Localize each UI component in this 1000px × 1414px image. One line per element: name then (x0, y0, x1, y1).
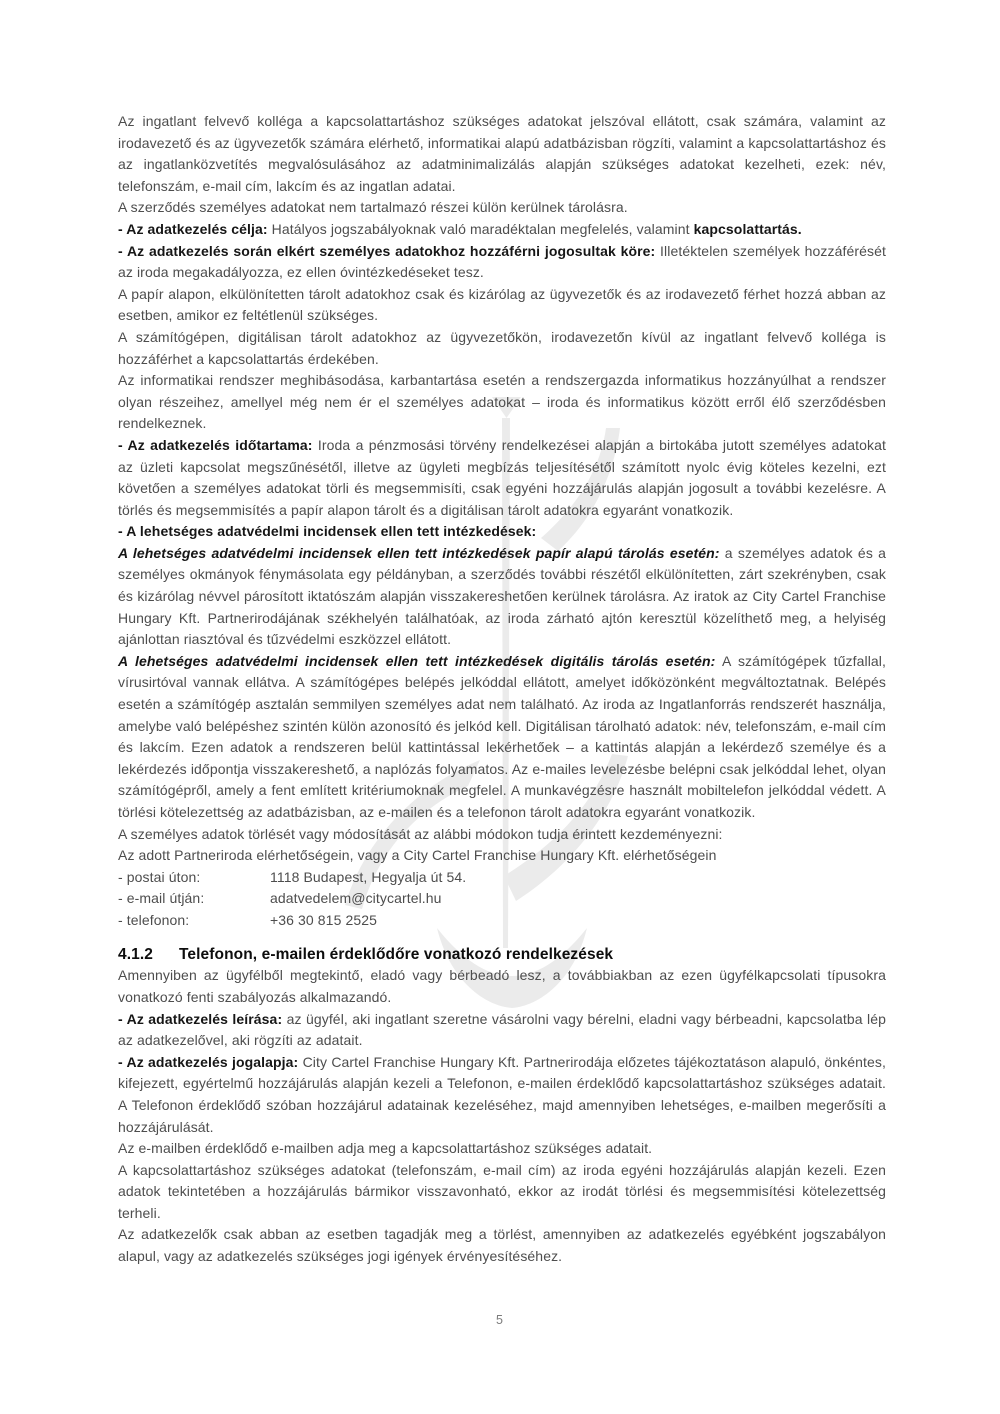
paragraph-email-inquirer: Az e-mailben érdeklődő e-mailben adja meg a kapcsolattartáshoz szükséges adatait. (118, 1140, 653, 1157)
purpose-text: Hatályos jogszabályoknak való maradéktalan megfelelés, valamint (267, 220, 694, 237)
contact-row-email (118, 888, 886, 910)
incident-measures-label: - A lehetséges adatvédelmi incidensek ellen tett intézkedések: (118, 523, 537, 540)
paragraph-access-rights (118, 241, 886, 284)
paragraph-paper-access: A papír alapon, elkülönítetten tárolt adatokhoz csak és kizárólag az ügyvezetők és az irodavezető férhet hozzá abban az esetben, amikor ez feltétlenül szükséges. (118, 285, 886, 324)
access-rights-text: Illetéktelen személyek hozzáférését az iroda megakadályozza, ez ellen óvintézkedéseket tesz. (118, 242, 886, 281)
contact-value-phone-number: +36 30 815 2525 (270, 911, 377, 928)
contact-label-postal: - postai úton: (118, 868, 201, 885)
paragraph-legal-basis (118, 1052, 886, 1138)
paragraph-deletion-intro: A személyes adatok törlését vagy módosítását az alábbi módokon tudja érintett kezdeményezni: (118, 825, 723, 842)
duration-label: - Az adatkezelés időtartama: (118, 436, 313, 453)
contact-value-email-address: adatvedelem@citycartel.hu (270, 890, 442, 907)
paragraph-description (118, 1009, 886, 1052)
paragraph-contract-storage: A szerződés személyes adatokat nem tartalmazó részei külön kerülnek tárolásra. (118, 199, 628, 216)
contact-label-email: - e-mail útján: (118, 890, 205, 907)
document-body (118, 111, 886, 1268)
page-number: 5 (496, 1313, 504, 1327)
contact-value-postal-address: 1118 Budapest, Hegyalja út 54. (270, 868, 467, 885)
section-heading-4-1-2 (118, 944, 886, 966)
description-label: - Az adatkezelés leírása: (118, 1010, 283, 1027)
access-rights-label: - Az adatkezelés során elkért személyes adatokhoz hozzáférni jogosultak köre: (118, 242, 656, 259)
legal-basis-text: City Cartel Franchise Hungary Kft. Partnerirodája előzetes tájékoztatáson alapuló, önkéntes, kifejezett, egyértelmű hozzájárulás alapján kezeli a Telefonon, e-mailen érdeklődő kapcsolattartáshoz szükséges adatait. A Telefonon érdeklődő szóban hozzájárul adatainak kezeléséhez, majd amennyiben lehetséges, e-mailben megerősíti a hozzájárulását. (118, 1053, 886, 1135)
description-text: az ügyfél, aki ingatlant szeretne vásárolni vagy bérelni, eladni vagy bérbeadni, kapcsolatba lép az adatkezelővel, aki rögzíti az adatait. (118, 1010, 887, 1049)
legal-basis-label: - Az adatkezelés jogalapja: (118, 1053, 299, 1070)
contact-row-postal (118, 867, 886, 889)
incident-paper-label: A lehetséges adatvédelmi incidensek ellen tett intézkedések papír alapú tárolás esetén: (118, 544, 720, 561)
paragraph-consent-withdrawal: A kapcsolattartáshoz szükséges adatokat (telefonszám, e-mail cím) az iroda egyéni hozzájárulás alapján kezeli. Ezen adatok tekintetében a hozzájárulás bármikor visszavonható, ekkor az irodát törlési és megsemmisítési kötelezettség terheli. (118, 1161, 886, 1221)
contact-label-phone: - telefonon: (118, 911, 190, 928)
paragraph-digital-access: A számítógépen, digitálisan tárolt adatokhoz az ügyvezetőkön, irodavezetőn kívül az ingatlant felvevő kolléga is hozzáférhet a kapcsolattartás érdekében. (118, 328, 886, 367)
paragraph-incident-measures-heading (118, 521, 886, 543)
section-number: 4.1.2 (118, 945, 153, 963)
paragraph-data-recording: Az ingatlant felvevő kolléga a kapcsolattartáshoz szükséges adatokat jelszóval ellátott, csak számára, valamint az irodavezető és az ügyvezetők számára elérhető, informatikai alapú adatbázisban rögzíti, valamint a kapcsolattartáshoz és az ingatlanközvetítés megvalósulásához az adatminimalizálás alapján szükséges adatokat kezelheti, ezek: név, telefonszám, e-mail cím, lakcím és az ingatlan adatai. (118, 113, 886, 194)
purpose-label: - Az adatkezelés célja: (118, 220, 268, 237)
contact-row-phone (118, 910, 886, 932)
paragraph-contact-intro: Az adott Partneriroda elérhetőségein, vagy a City Cartel Franchise Hungary Kft. elérhetőségein (118, 847, 717, 864)
incident-digital-text: A számítógépek tűzfallal, vírusirtóval vannak ellátva. A számítógépes belépés jelkóddal ellátott, amelyet időközönként megváltoztatnak. Belépés esetén a számítógép asztalán semmilyen személyes adat nem található. Az iroda az Ingatlanforrás rendszerét használja, amelybe való belépéshez szintén külön azonosító és jelkód kell. Digitálisan tárolható adatok: név, telefonszám, e-mail cím és lakcím. Ezen adatok a rendszeren belül kattintással lekérhetőek – a kattintás alapján a lekérdező személye és a lekérdezés időpontja visszakereshető, a naplózás folyamatos. Az e-mailes levelezésbe belépni csak jelkóddal lehet, olyan számítógépről, amely a fent említett kritériumoknak megfelel. A munkavégzésre használt mobiltelefon jelkóddal védett. A törlési kötelezettség az adatbázisban, az e-mailen és a telefonon tárolt adatokra egyaránt vonatkozik. (118, 652, 886, 820)
paragraph-deletion-refusal: Az adatkezelők csak abban az esetben tagadják meg a törlést, amennyiben az adatkezelés egyébként jogszabályon alapul, vagy az adatkezelés szükséges jogi igények érvényesítéséhez. (118, 1226, 886, 1265)
purpose-keyword: kapcsolattartás. (693, 220, 802, 237)
paragraph-client-types: Amennyiben az ügyfélből megtekintő, eladó vagy bérbeadó lesz, a továbbiakban az ezen ügyfélkapcsolati típusokra vonatkozó fenti szabályozás alkalmazandó. (118, 967, 886, 1005)
section-title: Telefonon, e-mailen érdeklődőre vonatkozó rendelkezések (178, 945, 614, 963)
paragraph-duration (118, 435, 886, 521)
paragraph-incident-digital (118, 651, 886, 824)
incident-digital-label: A lehetséges adatvédelmi incidensek ellen tett intézkedések digitális tárolás esetén: (118, 652, 716, 669)
paragraph-incident-paper (118, 543, 886, 651)
paragraph-it-maintenance: Az informatikai rendszer meghibásodása, karbantartása esetén a rendszergazda informatikus hozzányúlhat a rendszer olyan részeihez, amellyel még nem ér el személyes adatokat – iroda és informatikus között erről élő szerződésben rendelkeznek. (118, 372, 886, 432)
duration-text: Iroda a pénzmosási törvény rendelkezései alapján a birtokába jutott személyes adatokat az üzleti kapcsolat megszűnésétől, illetve az ügyleti megbízás teljesítésétől számított nyolc évig köteles kezelni, ezt követően a személyes adatokat törli és megsemmisíti, csak egyéni hozzájárulás alapján jogosult a további kezelésre. A törlés és megsemmisítés a papír alapon tárolt és a digitálisan tárolt adatokra egyaránt vonatkozik. (118, 436, 887, 518)
incident-paper-text: a személyes adatok és a személyes okmányok fénymásolata egy példányban, a szerződés további részétől elkülönítetten, zárt szekrényben, csak és kizárólag névvel párosított iktatószám alapján visszakereshetően kerülnek tárolásra. Az iratok az City Cartel Franchise Hungary Kft. Partnerirodájának székhelyén találhatóak, az iroda zárható ajtón keresztül közelíthető meg, a helyiség ajánlottan riasztóval és tűzvédelmi eszközzel ellátott. (118, 544, 887, 648)
paragraph-purpose (118, 219, 886, 241)
